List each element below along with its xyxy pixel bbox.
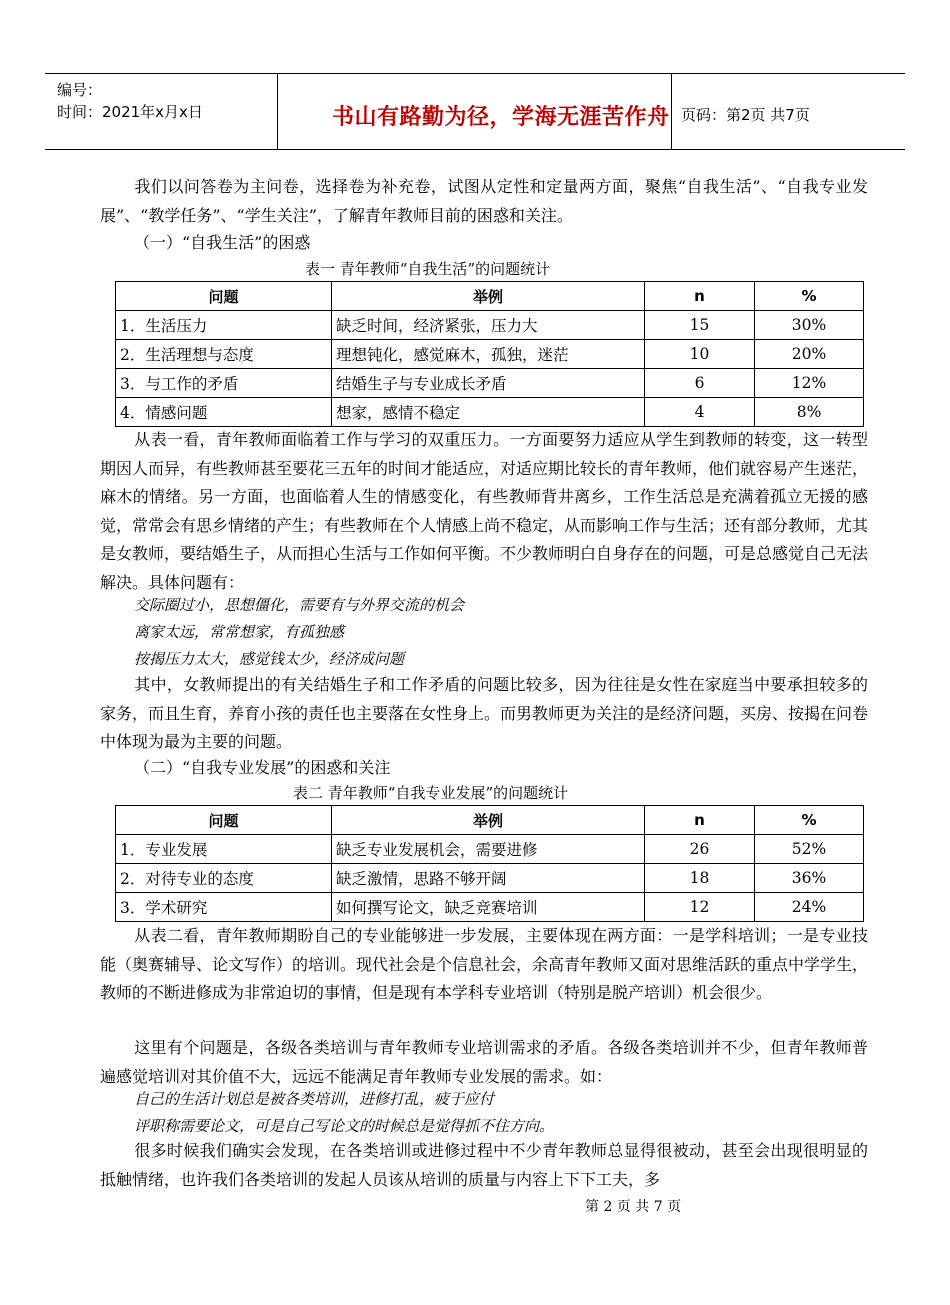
issue-cell: 4．情感问题 (116, 398, 332, 427)
issue-cell: 1．生活压力 (116, 311, 332, 340)
header-divider (671, 74, 672, 149)
section1-conclusion (100, 671, 868, 757)
section2-closing (100, 1137, 868, 1194)
example-cell: 如何撰写论文，缺乏竞赛培训 (332, 893, 645, 922)
percent-cell: 52% (755, 835, 864, 864)
table1-header-row (116, 282, 864, 311)
section2-heading: （二）“自我专业发展”的困惑和关注 (134, 758, 391, 777)
quote-item: 评职称需要论文，可是自己写论文的时候总是觉得抓不住方向。 (134, 1117, 555, 1135)
percent-cell: 8% (755, 398, 864, 427)
table-row (116, 340, 864, 369)
page-header (45, 73, 905, 150)
col-header: % (755, 282, 864, 311)
percent-cell: 12% (755, 369, 864, 398)
header-page-number: 页码：第2页 共7页 (681, 106, 810, 124)
count-cell: 12 (645, 893, 755, 922)
section2-analysis2-text: 这里有个问题是，各级各类培训与青年教师专业培训需求的矛盾。各级各类培训并不少，但青年教师普遍感觉培训对其价值不大，远远不能满足青年教师专业发展的需求。如： (100, 1038, 868, 1086)
count-cell: 4 (645, 398, 755, 427)
example-cell: 想家，感情不稳定 (332, 398, 645, 427)
intro-text: 我们以问答卷为主问卷，选择卷为补充卷，试图从定性和定量两方面，聚焦“自我生活”、“自我专业发展”、“教学任务”、“学生关注”，了解青年教师目前的困惑和关注。 (100, 177, 868, 225)
section1-conclusion-text: 其中，女教师提出的有关结婚生子和工作矛盾的问题比较多，因为往往是女性在家庭当中要承担较多的家务，而且生育，养育小孩的责任也主要落在女性身上。而男教师更为关注的是经济问题，买房、按揭在问卷中体现为最为主要的问题。 (100, 675, 869, 751)
table2-caption: 表二 青年教师“自我专业发展”的问题统计 (293, 784, 569, 802)
table-row (116, 311, 864, 340)
count-cell: 10 (645, 340, 755, 369)
col-header: 问题 (116, 806, 332, 835)
issue-cell: 1．专业发展 (116, 835, 332, 864)
section1-heading: （一）“自我生活”的困惑 (134, 233, 311, 252)
example-cell: 缺乏激情，思路不够开阔 (332, 864, 645, 893)
doc-time-label: 时间：2021年x月x日 (57, 103, 203, 121)
section2-closing-text: 很多时候我们确实会发现，在各类培训或进修过程中不少青年教师总显得很被动，甚至会出现很明显的抵触情绪，也许我们各类培训的发起人员该从培训的质量与内容上下下工夫，多 (100, 1141, 868, 1189)
count-cell: 15 (645, 311, 755, 340)
example-cell: 结婚生子与专业成长矛盾 (332, 369, 645, 398)
quote-item: 按揭压力太大，感觉钱太少，经济成问题 (134, 650, 405, 668)
header-motto: 书山有路勤为径，学海无涯苦作舟 (332, 105, 670, 130)
intro-paragraph (100, 173, 868, 230)
table-row (116, 369, 864, 398)
section1-analysis (100, 426, 868, 597)
percent-cell: 30% (755, 311, 864, 340)
header-divider (277, 74, 278, 149)
quote-item: 自己的生活计划总是被各类培训，进修打乱，疲于应付 (134, 1090, 495, 1108)
col-header: 问题 (116, 282, 332, 311)
example-cell: 理想钝化，感觉麻木，孤独，迷茫 (332, 340, 645, 369)
issue-cell: 2．生活理想与态度 (116, 340, 332, 369)
col-header: n (645, 806, 755, 835)
issue-cell: 2．对待专业的态度 (116, 864, 332, 893)
page-footer: 第 2 页 共 7 页 (585, 1199, 682, 1215)
table-row (116, 864, 864, 893)
issue-cell: 3．与工作的矛盾 (116, 369, 332, 398)
section2-analysis-text: 从表二看，青年教师期盼自己的专业能够进一步发展，主要体现在两方面：一是学科培训；一是专业技能（奥赛辅导、论文写作）的培训。现代社会是个信息社会，余高青年教师又面对思维活跃的重点中学学生，教师的不断进修成为非常迫切的事情，但是现有本学科专业培训（特别是脱产培训）机会很少。 (100, 926, 869, 1002)
percent-cell: 36% (755, 864, 864, 893)
col-header: % (755, 806, 864, 835)
table1 (115, 281, 864, 427)
header-meta (57, 79, 203, 123)
count-cell: 18 (645, 864, 755, 893)
col-header: n (645, 282, 755, 311)
table-row (116, 893, 864, 922)
table1-caption: 表一 青年教师“自我生活”的问题统计 (305, 260, 551, 278)
col-header: 举例 (332, 806, 645, 835)
doc-code-label: 编号： (57, 81, 103, 99)
table-row (116, 398, 864, 427)
percent-cell: 20% (755, 340, 864, 369)
count-cell: 6 (645, 369, 755, 398)
example-cell: 缺乏专业发展机会，需要进修 (332, 835, 645, 864)
count-cell: 26 (645, 835, 755, 864)
issue-cell: 3．学术研究 (116, 893, 332, 922)
quote-item: 交际圈过小，思想僵化，需要有与外界交流的机会 (134, 596, 465, 614)
section2-analysis (100, 922, 868, 1008)
table2-header-row (116, 806, 864, 835)
example-cell: 缺乏时间，经济紧张，压力大 (332, 311, 645, 340)
quote-item: 离家太远，常常想家，有孤独感 (134, 623, 345, 641)
percent-cell: 24% (755, 893, 864, 922)
col-header: 举例 (332, 282, 645, 311)
section2-analysis2 (100, 1034, 868, 1091)
section1-analysis-text: 从表一看，青年教师面临着工作与学习的双重压力。一方面要努力适应从学生到教师的转变，这一转型期因人而异，有些教师甚至要花三五年的时间才能适应，对适应期比较长的青年教师，他们就容易产生迷茫，麻木的情绪。另一方面，也面临着人生的情感变化，有些教师背井离乡，工作生活总是充满着孤立无援的感觉，常常会有思乡情绪的产生；有些教师在个人情感上尚不稳定，从而影响工作与生活；还有部分教师，尤其是女教师，要结婚生子，从而担心生活与工作如何平衡。不少教师明白自身存在的问题，可是总感觉自己无法解决。具体问题有： (100, 430, 869, 592)
table-row (116, 835, 864, 864)
table2 (115, 805, 864, 922)
